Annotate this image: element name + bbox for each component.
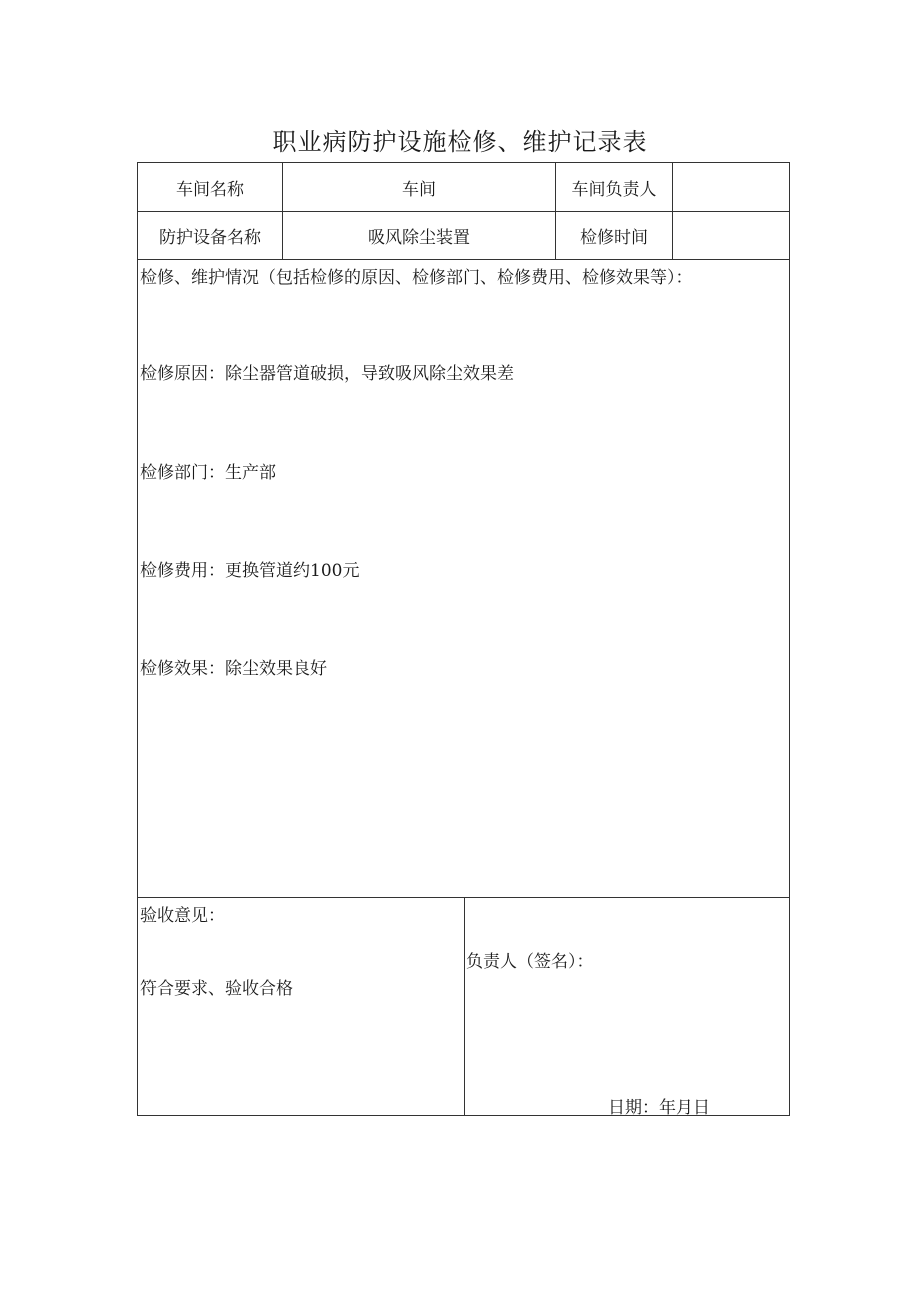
details-heading: 检修、维护情况（包括检修的原因、检修部门、检修费用、检修效果等）： bbox=[140, 268, 693, 288]
col-divider-acceptance bbox=[464, 897, 465, 1116]
repair-effect: 检修效果：除尘效果良好 bbox=[140, 659, 327, 679]
signer-label: 负责人（签名）： bbox=[466, 952, 594, 972]
repair-time-label: 检修时间 bbox=[580, 228, 648, 248]
repair-reason: 检修原因：除尘器管道破损，导致吸风除尘效果差 bbox=[140, 364, 514, 384]
workshop-manager-value bbox=[673, 163, 789, 211]
record-table bbox=[137, 162, 790, 1116]
equipment-name-value: 吸风除尘装置 bbox=[368, 228, 470, 248]
repair-time-value bbox=[673, 212, 789, 259]
acceptance-opinion-text: 符合要求、验收合格 bbox=[140, 979, 293, 999]
page-title: 职业病防护设施检修、维护记录表 bbox=[272, 128, 648, 156]
workshop-manager-label: 车间负责人 bbox=[571, 179, 657, 200]
repair-cost: 检修费用：更换管道约100元 bbox=[140, 561, 360, 581]
row-divider-2 bbox=[138, 259, 789, 260]
date-label: 日期：年月日 bbox=[608, 1098, 710, 1118]
equipment-name-label: 防护设备名称 bbox=[159, 228, 261, 248]
workshop-name-label: 车间名称 bbox=[176, 179, 244, 200]
acceptance-opinion-label: 验收意见： bbox=[140, 906, 225, 926]
workshop-name-value: 车间 bbox=[402, 179, 436, 200]
repair-department: 检修部门：生产部 bbox=[140, 463, 276, 483]
